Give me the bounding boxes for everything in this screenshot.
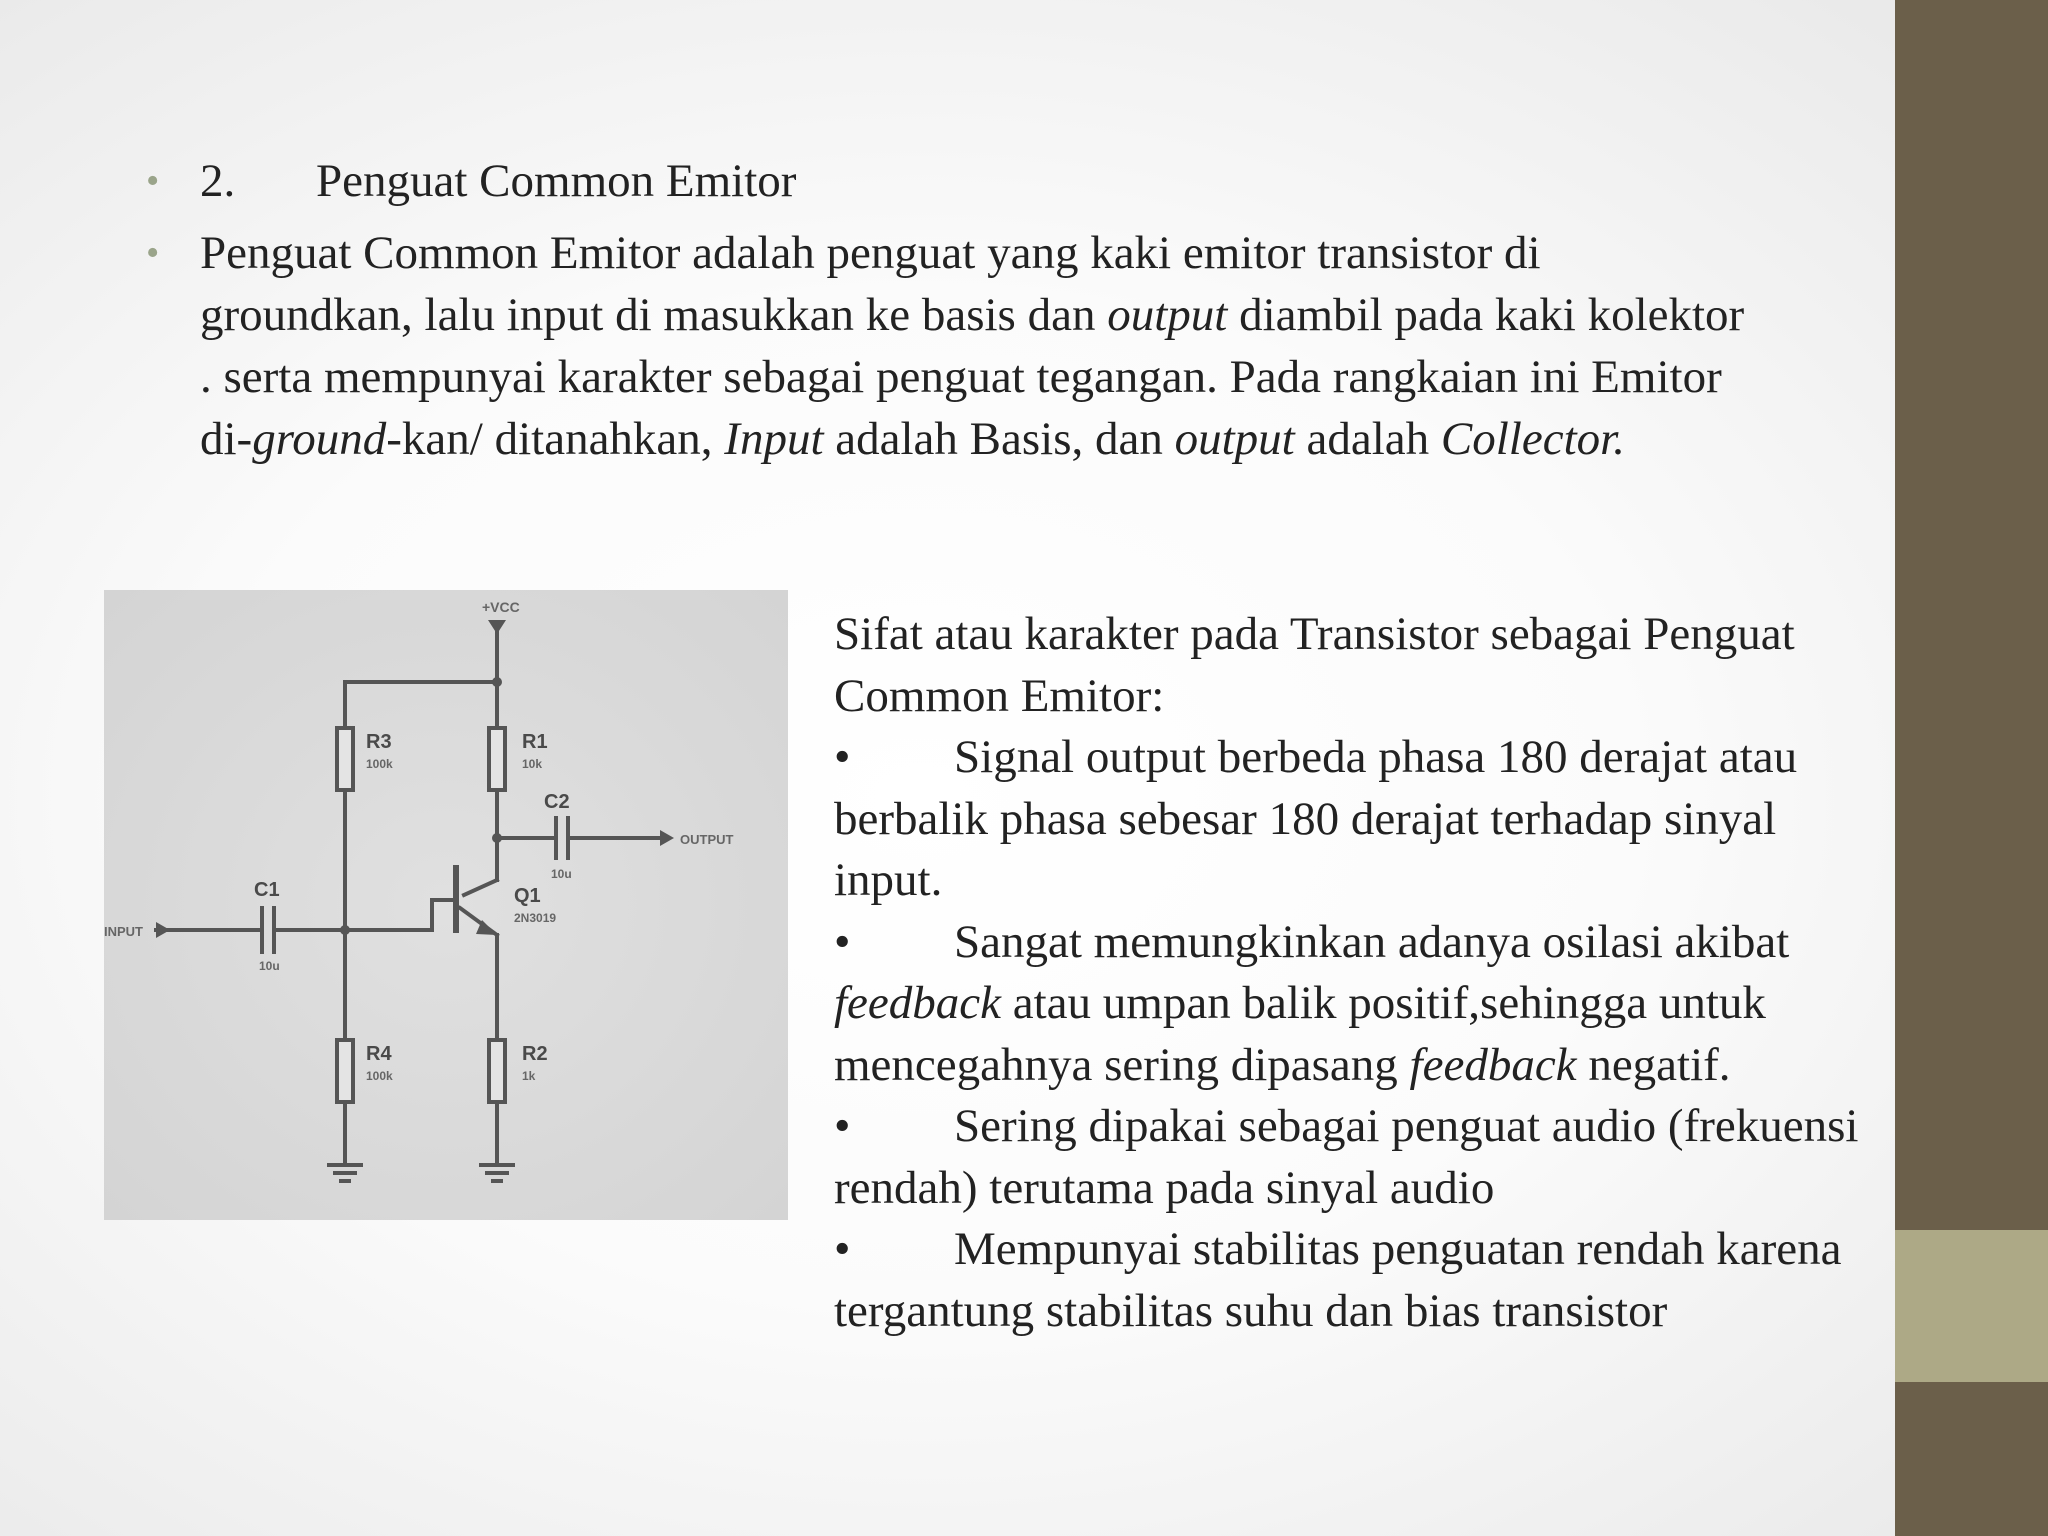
- label-r2: R2: [522, 1043, 548, 1065]
- property-item: • Signal output berbeda phasa 180 derajat atau berbalik phasa sebesar 180 derajat terhadap sinyal input.: [834, 727, 1874, 912]
- label-c2-value: 10u: [551, 867, 572, 881]
- label-c2: C2: [544, 791, 570, 813]
- label-r1-value: 10k: [522, 757, 543, 771]
- properties-text: [834, 604, 1874, 1342]
- label-c1: C1: [254, 879, 280, 901]
- side-accent: [1895, 1230, 2048, 1382]
- properties-intro: Sifat atau karakter pada Transistor sebagai Penguat Common Emitor:: [834, 608, 1795, 722]
- label-r2-value: 1k: [522, 1069, 536, 1083]
- bullet-definition: [146, 222, 1746, 470]
- label-supply: +VCC: [482, 599, 520, 615]
- bullet-heading: [146, 150, 1746, 212]
- bullet-symbol: •: [834, 1100, 851, 1152]
- definition-text: Penguat Common Emitor adalah penguat yang kaki emitor transistor di groundkan, lalu input di masukkan ke basis dan output diambil pada kaki kolektor . serta mempunyai karakter sebagai penguat tegangan. Pada rangkaian ini Emitor di-ground-kan/ ditanahkan, Input adalah Basis, dan output adalah Collector.: [200, 227, 1745, 465]
- label-r3: R3: [366, 731, 392, 753]
- label-r3-value: 100k: [366, 757, 393, 771]
- property-item: • Mempunyai stabilitas penguatan rendah karena tergantung stabilitas suhu dan bias transistor: [834, 1219, 1874, 1342]
- circuit-diagram: [104, 590, 788, 1220]
- bullet-symbol: •: [834, 915, 851, 968]
- bullet-dot-icon: •: [146, 232, 160, 274]
- bullet-symbol: •: [834, 1223, 851, 1275]
- property-item: • Sangat memungkinkan adanya osilasi akibat feedback atau umpan balik positif,sehingga untuk mencegahnya sering dipasang feedback negatif.: [834, 912, 1874, 1097]
- bullet-dot-icon: •: [146, 160, 160, 202]
- label-q1-value: 2N3019: [514, 911, 557, 925]
- label-output: OUTPUT: [680, 832, 734, 847]
- property-item: • Sering dipakai sebagai penguat audio (frekuensi rendah) terutama pada sinyal audio: [834, 1096, 1874, 1219]
- label-q1: Q1: [514, 885, 541, 907]
- label-r4: R4: [366, 1043, 392, 1065]
- bullet-symbol: •: [834, 731, 851, 783]
- label-r4-value: 100k: [366, 1069, 393, 1083]
- heading-text: Penguat Common Emitor: [316, 155, 797, 207]
- main-bullet-list: [146, 150, 1746, 480]
- label-r1: R1: [522, 731, 548, 753]
- label-input: INPUT: [104, 924, 143, 939]
- heading-number: 2.: [200, 155, 236, 207]
- label-c1-value: 10u: [259, 959, 280, 973]
- common-emitter-schematic: [104, 590, 788, 1220]
